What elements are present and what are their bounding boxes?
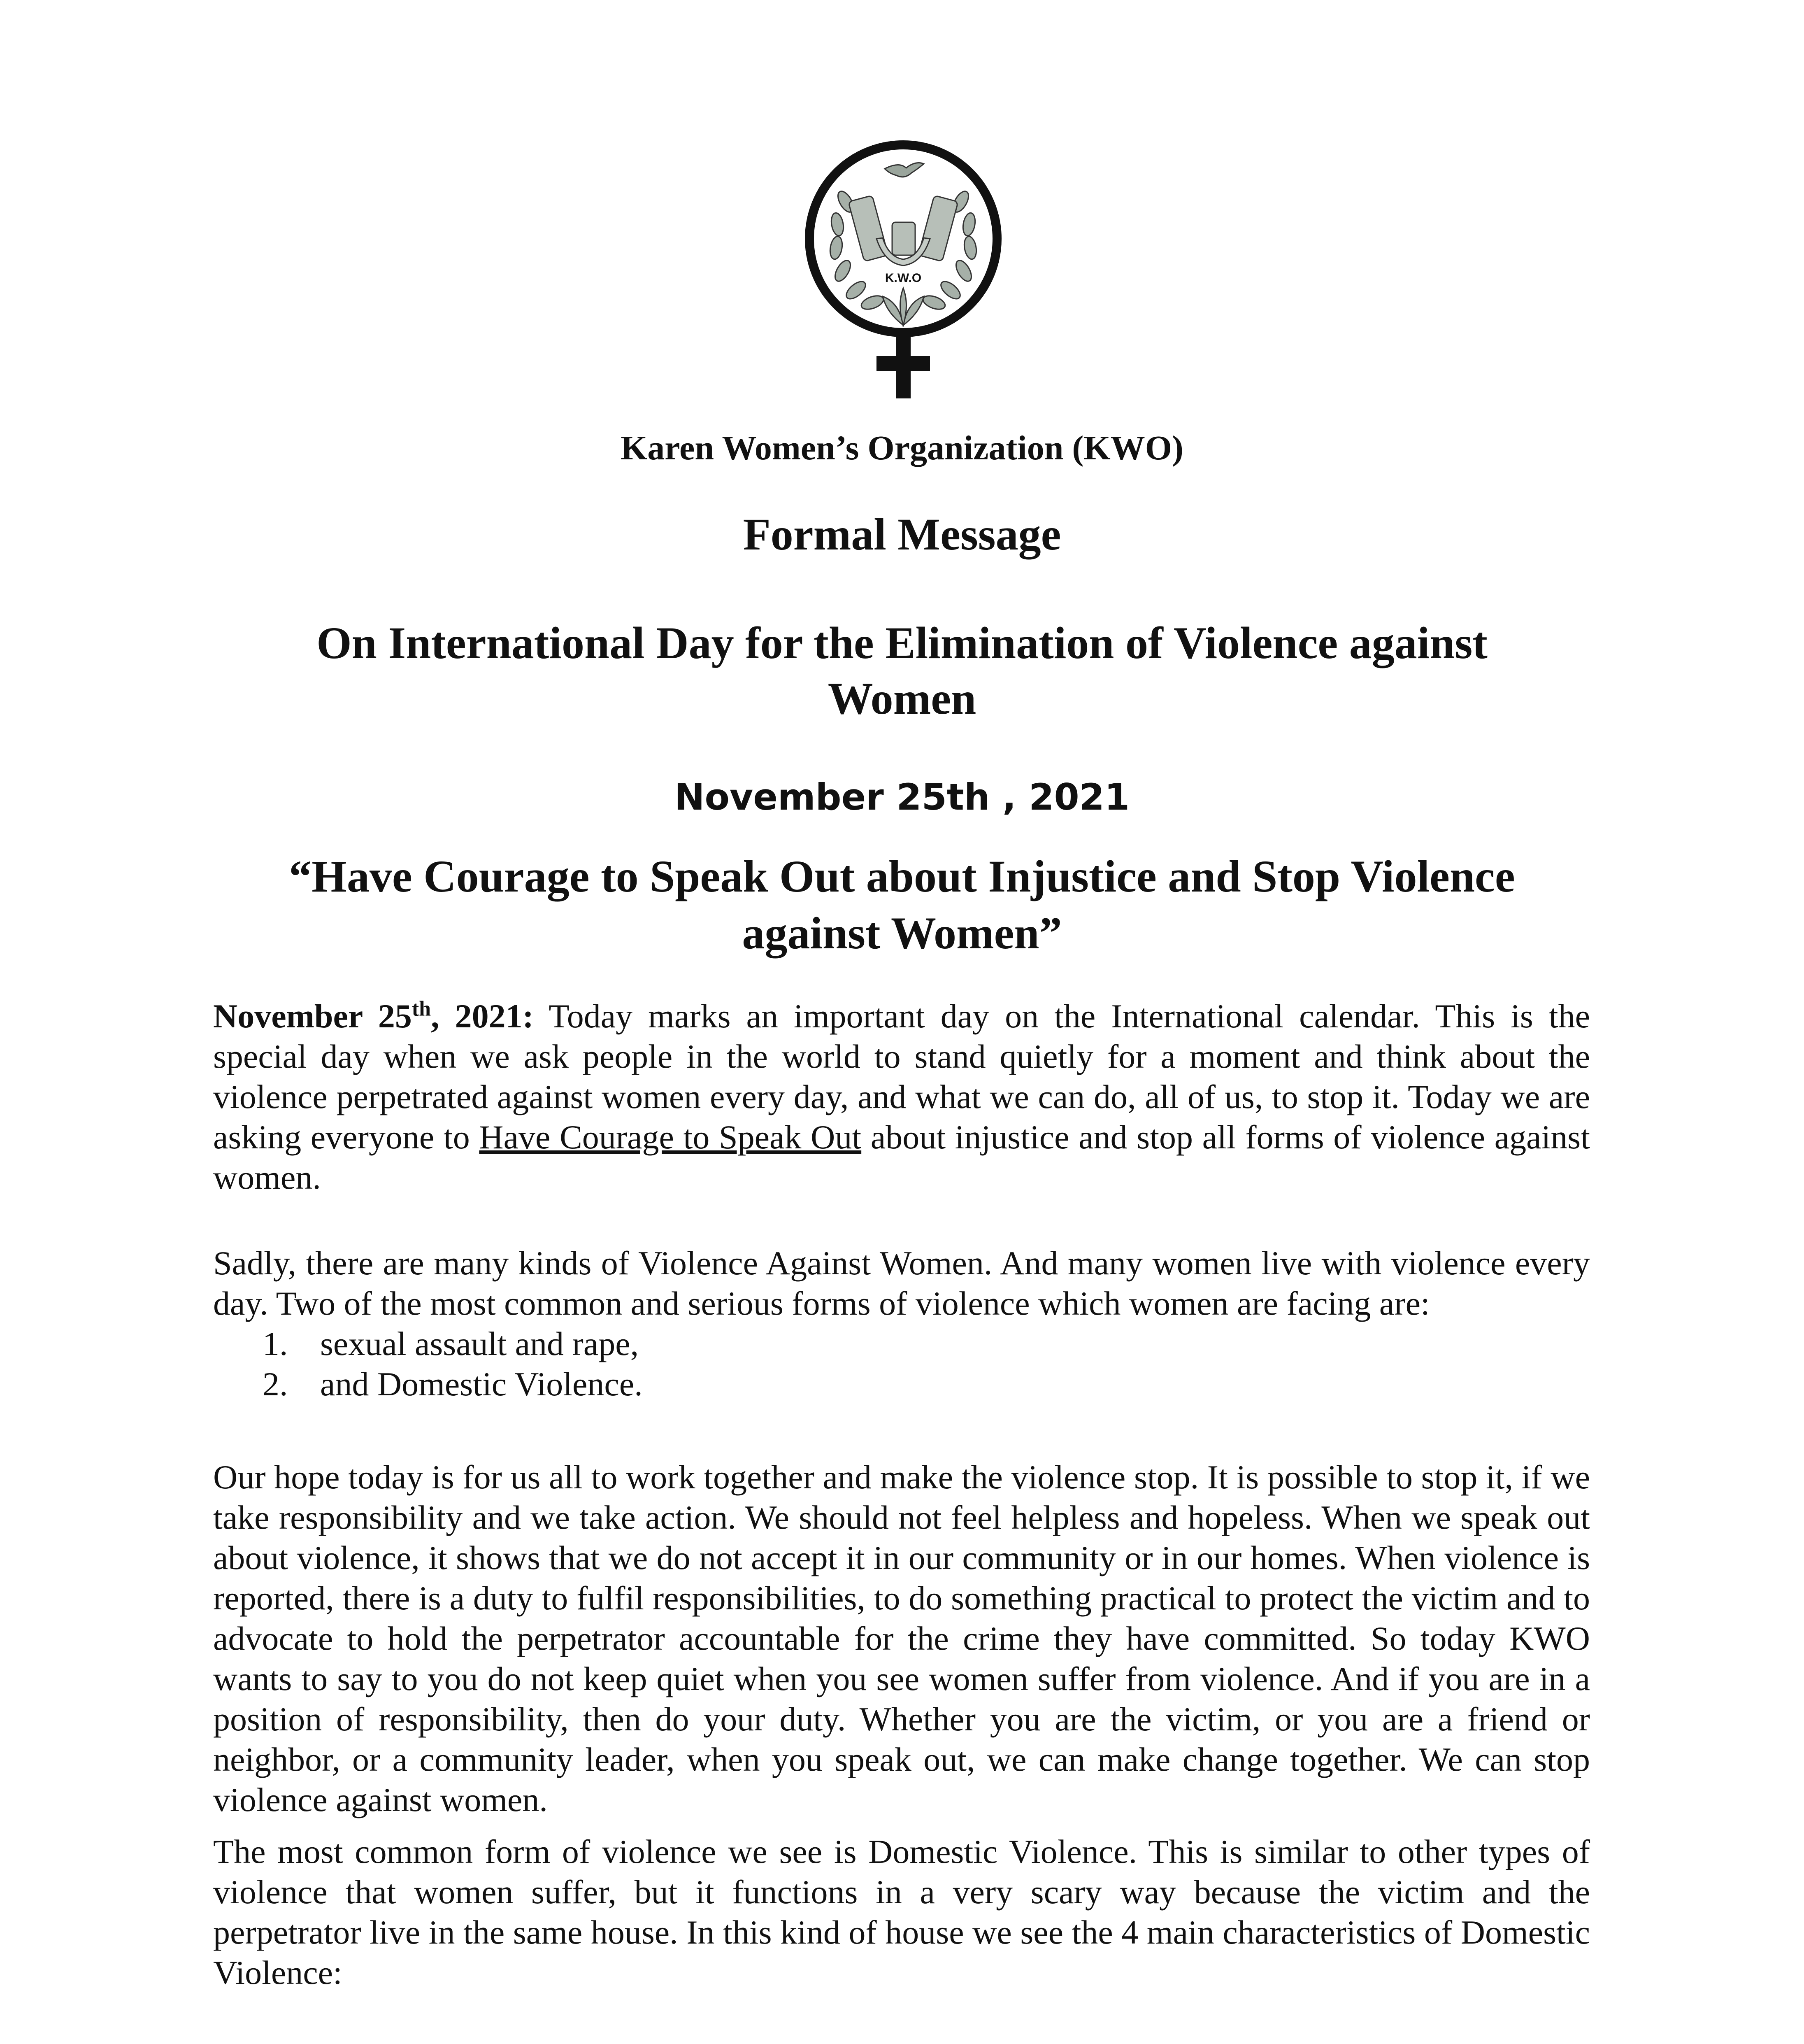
logo-text: K.W.O bbox=[885, 271, 922, 285]
theme-quote-line1: “Have Courage to Speak Out about Injustice and Stop Violence bbox=[289, 851, 1515, 901]
list-item-text: and Domestic Violence. bbox=[320, 1365, 643, 1403]
event-title-line1: On International Day for the Elimination of Violence against bbox=[316, 618, 1488, 668]
list-item bbox=[213, 1324, 1590, 1364]
event-title-line2: Women bbox=[828, 673, 976, 724]
event-title bbox=[0, 615, 1804, 726]
speak-out-underlined: Have Courage to Speak Out bbox=[479, 1118, 862, 1156]
paragraph-our-hope: Our hope today is for us all to work together and make the violence stop. It is possible to stop it, if we take responsibility and we take action. We should not feel helpless and hopeless. When we speak out about violence, it shows that we do not accept it in our community or in our homes. When violence is reported, there is a duty to fulfil responsibilities, to do something practical to protect the victim and to advocate to hold the perpetrator accountable for the crime they have committed. So today KWO wants to say to you do not keep quiet when you see women suffer from violence. And if you are in a position of responsibility, then do your duty. Whether you are the victim, or you are a friend or neighbor, or a community leader, when you speak out, we can make change together. We can stop violence against women. bbox=[213, 1458, 1590, 1818]
paragraph-forms-of-violence bbox=[213, 1243, 1590, 1404]
message-date: November 25th , 2021 bbox=[674, 776, 1130, 818]
violence-forms-list bbox=[213, 1324, 1590, 1404]
paragraph-intro bbox=[213, 996, 1590, 1198]
intro-text-a: Today marks an important day on the International calendar. This is the special day when we ask people in the world to stand quietly for a moment and think about the violence perpetrated against women every day, and what we can do, all of us, to stop it. Today we are asking everyone to bbox=[213, 997, 1590, 1156]
intro-date-main: November 25 bbox=[213, 997, 412, 1035]
organization-name: Karen Women’s Organization (KWO) bbox=[620, 429, 1184, 467]
theme-quote-line2: against Women” bbox=[742, 908, 1062, 958]
intro-text-b: about injustice and stop all forms of violence against women. bbox=[213, 1118, 1590, 1196]
paragraph-domestic-violence: The most common form of violence we see is Domestic Violence. This is similar to other types of violence that women suffer, but it functions in a very scary way because the victim and the perpetrator live in the same house. In this kind of house we see the 4 main characteristics of Domestic Violence: bbox=[213, 1833, 1590, 1991]
intro-date bbox=[213, 997, 534, 1035]
forms-text: Sadly, there are many kinds of Violence Against Women. And many women live with violence every day. Two of the most common and serious forms of violence which women are facing are: bbox=[213, 1244, 1590, 1322]
theme-quote bbox=[0, 848, 1804, 961]
formal-message-heading: Formal Message bbox=[743, 509, 1061, 559]
kwo-logo bbox=[798, 140, 1008, 399]
intro-date-tail: , 2021: bbox=[431, 997, 534, 1035]
list-item bbox=[213, 1364, 1590, 1404]
list-item-number: 1. bbox=[263, 1325, 288, 1362]
list-item-number: 2. bbox=[263, 1365, 288, 1403]
list-item-text: sexual assault and rape, bbox=[320, 1325, 639, 1362]
intro-date-sup: th bbox=[411, 997, 431, 1021]
